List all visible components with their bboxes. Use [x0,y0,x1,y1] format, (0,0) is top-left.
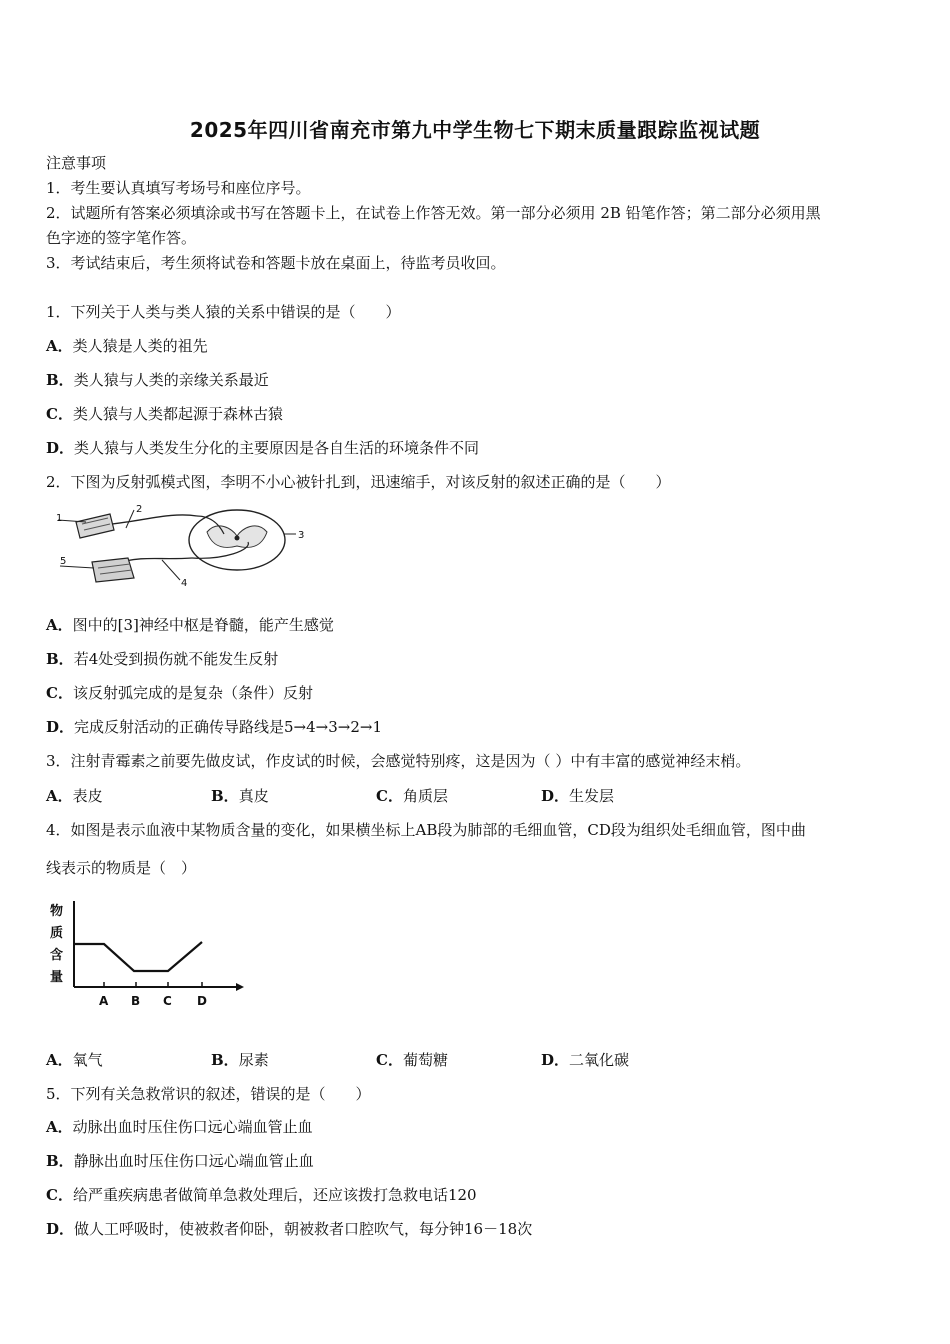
label-3: 3 [298,530,305,541]
label-5: 5 [60,556,67,567]
option-text: 该反射弧完成的是复杂（条件）反射 [72,684,313,702]
notice-item: 色字迹的签字笔作答。 [46,229,197,247]
question-2-option-c [46,682,313,703]
option-text: 真皮 [238,787,269,805]
label-line-2 [126,510,134,528]
question-4-option-d [541,1049,629,1070]
option-text: 图中的[3]神经中枢是脊髓，能产生感觉 [72,616,334,634]
question-3-stem: 3．注射青霉素之前要先做皮试，作皮试的时候，会感觉特别疼，这是因为（ ）中有丰富的感觉神经末梢。 [46,752,751,770]
option-letter: C． [46,684,73,702]
option-letter: D． [46,1220,75,1238]
question-5-option-a [46,1116,313,1137]
option-text: 完成反射活动的正确传导路线是5→4→3→2→1 [74,718,383,736]
receptor-skin [76,514,114,538]
option-letter: A． [46,1051,73,1069]
option-letter: B． [46,650,74,668]
content-curve [74,942,202,971]
question-1-option-a [46,335,208,356]
option-text: 二氧化碳 [569,1051,630,1069]
y-axis-label-char: 质 [50,926,64,941]
question-3-option-c [376,785,448,806]
label-1: 1 [56,513,63,524]
option-letter: D． [541,1051,570,1069]
question-4-stem-line1: 4．如图是表示血液中某物质含量的变化，如果横坐标上AB段为肺部的毛细血管，CD段为组织处毛细血管，图中曲 [46,821,806,839]
option-text: 若4处受到损伤就不能发生反射 [73,650,279,668]
option-text: 氧气 [72,1051,103,1069]
option-letter: A． [46,616,73,634]
question-5-stem: 5．下列有关急救常识的叙述，错误的是（ ） [46,1085,371,1103]
question-1-option-b [46,369,269,390]
option-letter: D． [46,439,75,457]
motor-nerve [122,558,192,562]
question-5-option-c [46,1184,477,1205]
option-text: 动脉出血时压住伤口远心端血管止血 [72,1118,313,1136]
reflex-arc-diagram [52,500,312,595]
notice-item: 1．考生要认真填写考场号和座位序号。 [46,179,311,197]
option-text: 类人猿与人类的亲缘关系最近 [73,371,269,389]
question-4-stem-line2: 线表示的物质是（ ） [46,859,197,877]
question-5-option-d [46,1218,532,1239]
notice-item: 3．考试结束后，考生须将试卷和答题卡放在桌面上，待监考员收回。 [46,254,506,272]
option-text: 生发层 [569,787,615,805]
option-letter: C． [376,787,403,805]
option-letter: B． [46,1152,74,1170]
option-letter: C． [46,1186,73,1204]
option-text: 做人工呼吸时，使被救者仰卧，朝被救者口腔吹气，每分钟16－18次 [74,1220,533,1238]
question-2-option-d [46,716,382,737]
question-1-option-d [46,437,479,458]
option-letter: C． [376,1051,403,1069]
x-axis-arrow [236,983,244,991]
question-5-option-b [46,1150,314,1171]
central-canal [235,536,240,541]
y-axis-label-char: 物 [50,904,64,919]
sensory-nerve [112,515,197,524]
question-1-option-c [46,403,283,424]
option-letter: C． [46,405,73,423]
substance-content-chart [46,895,246,1015]
notice-heading: 注意事项 [46,154,107,172]
question-2-option-a [46,614,334,635]
question-3-option-b [211,785,269,806]
question-2-option-b [46,648,278,669]
x-tick-label: C [163,994,172,1008]
notice-item: 2．试题所有答案必须填涂或书写在答题卡上，在试卷上作答无效。第一部分必须用 2B 铅笔作答；第二部分必须用黑 [46,204,821,222]
label-2: 2 [136,504,143,515]
option-text: 类人猿与人类发生分化的主要原因是各自生活的环境条件不同 [74,439,480,457]
option-text: 静脉出血时压住伤口远心端血管止血 [73,1152,314,1170]
option-letter: B． [46,371,74,389]
x-tick-label: B [131,994,141,1008]
option-text: 表皮 [72,787,103,805]
x-tick-label: A [99,994,109,1008]
question-4-option-c [376,1049,448,1070]
option-text: 葡萄糖 [402,1051,448,1069]
option-letter: B． [211,787,239,805]
question-1-stem: 1．下列关于人类与类人猿的关系中错误的是（ ） [46,303,401,321]
page-title: 2025年四川省南充市第九中学生物七下期末质量跟踪监视试题 [189,118,761,142]
question-4-option-a [46,1049,103,1070]
label-4: 4 [181,578,188,589]
option-letter: A． [46,337,73,355]
option-letter: A． [46,787,73,805]
option-text: 类人猿与人类都起源于森林古猿 [72,405,283,423]
question-3-option-d [541,785,614,806]
option-letter: A． [46,1118,73,1136]
x-tick-label: D [197,994,207,1008]
label-line-4 [162,560,180,580]
option-letter: B． [211,1051,239,1069]
question-4-option-b [211,1049,269,1070]
y-axis-label-char: 含 [50,948,64,963]
option-letter: D． [46,718,75,736]
option-text: 角质层 [402,787,448,805]
y-axis-label-char: 量 [50,970,64,985]
question-2-stem: 2．下图为反射弧模式图，李明不小心被针扎到，迅速缩手，对该反射的叙述正确的是（ ） [46,473,671,491]
option-text: 类人猿是人类的祖先 [72,337,208,355]
option-text: 尿素 [238,1051,269,1069]
question-3-option-a [46,785,103,806]
option-letter: D． [541,787,570,805]
effector-muscle [92,558,134,582]
option-text: 给严重疾病患者做简单急救处理后，还应该拨打急救电话120 [72,1186,477,1204]
